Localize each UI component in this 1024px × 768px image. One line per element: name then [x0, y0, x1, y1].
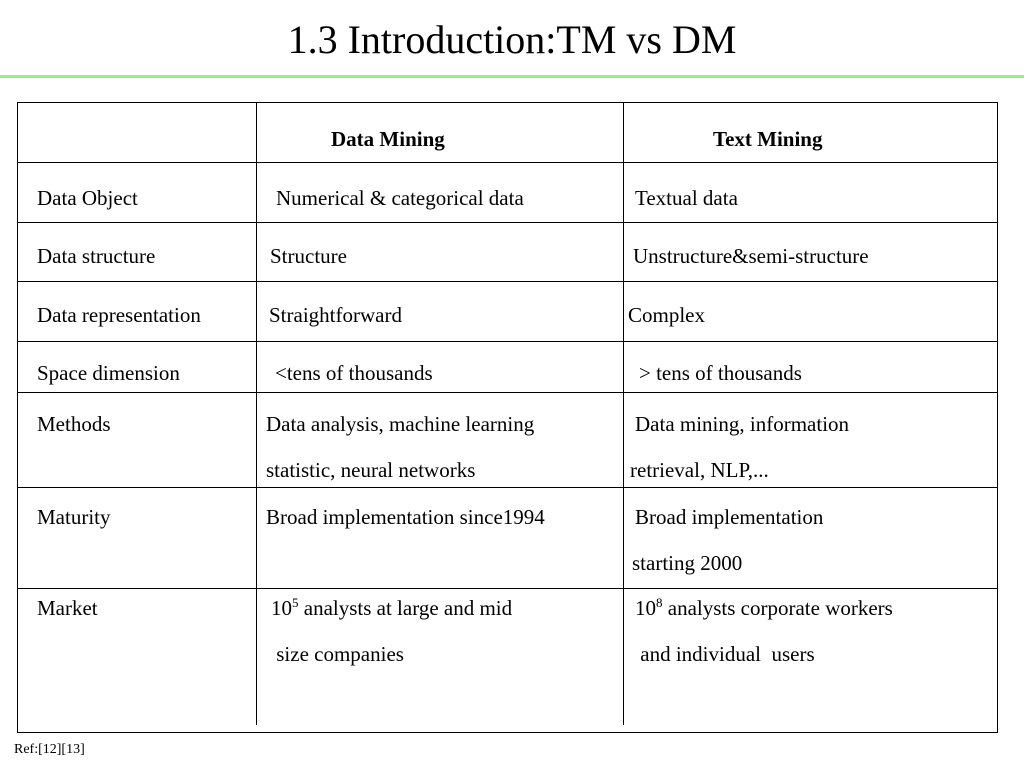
tm-maturity-line2: starting 2000: [632, 551, 743, 575]
dm-market-exponent: 5: [292, 595, 299, 610]
tm-market-text: analysts corporate workers: [662, 596, 893, 620]
row-label-market: Market: [37, 596, 98, 620]
dm-market-text: analysts at large and mid: [298, 596, 513, 620]
tm-maturity-line1: Broad implementation: [635, 505, 824, 529]
row-divider: [18, 588, 997, 589]
dm-data-object: Numerical & categorical data: [276, 186, 524, 210]
tm-data-object: Textual data: [635, 186, 738, 210]
dm-market-line1: [271, 596, 512, 620]
row-label-maturity: Maturity: [37, 505, 111, 529]
row-divider: [18, 281, 997, 282]
dm-market-base: 10: [271, 596, 292, 620]
tm-market-line1: [635, 596, 893, 620]
comparison-table: [17, 102, 998, 733]
row-label-data-structure: Data structure: [37, 244, 156, 268]
row-label-data-object: Data Object: [37, 186, 138, 210]
title-underline: [0, 75, 1024, 78]
dm-methods-line2: statistic, neural networks: [266, 458, 476, 482]
row-divider: [18, 162, 997, 163]
row-divider: [18, 341, 997, 342]
tm-methods-line2: retrieval, NLP,...: [630, 458, 769, 482]
row-label-methods: Methods: [37, 412, 111, 436]
row-label-data-representation: Data representation: [37, 303, 201, 327]
column-divider: [623, 103, 624, 725]
row-label-space-dimension: Space dimension: [37, 361, 180, 385]
tm-market-base: 10: [635, 596, 656, 620]
dm-data-structure: Structure: [270, 244, 347, 268]
tm-market-exponent: 8: [656, 595, 663, 610]
tm-data-representation: Complex: [628, 303, 705, 327]
tm-market-line2: and individual users: [635, 642, 815, 666]
tm-space-dimension: > tens of thousands: [639, 361, 802, 385]
reference-note: Ref:[12][13]: [14, 742, 85, 757]
tm-data-structure: Unstructure&semi-structure: [633, 244, 869, 268]
header-text-mining: Text Mining: [713, 127, 823, 151]
row-divider: [18, 392, 997, 393]
slide-title: 1.3 Introduction:TM vs DM: [287, 17, 737, 62]
dm-maturity: Broad implementation since1994: [266, 505, 545, 529]
row-divider: [18, 222, 997, 223]
column-divider: [256, 103, 257, 725]
dm-market-line2: size companies: [271, 642, 404, 666]
tm-methods-line1: Data mining, information: [635, 412, 850, 436]
dm-data-representation: Straightforward: [269, 303, 402, 327]
row-divider: [18, 487, 997, 488]
dm-space-dimension: <tens of thousands: [275, 361, 433, 385]
header-data-mining: Data Mining: [331, 127, 445, 151]
dm-methods-line1: Data analysis, machine learning: [266, 412, 535, 436]
